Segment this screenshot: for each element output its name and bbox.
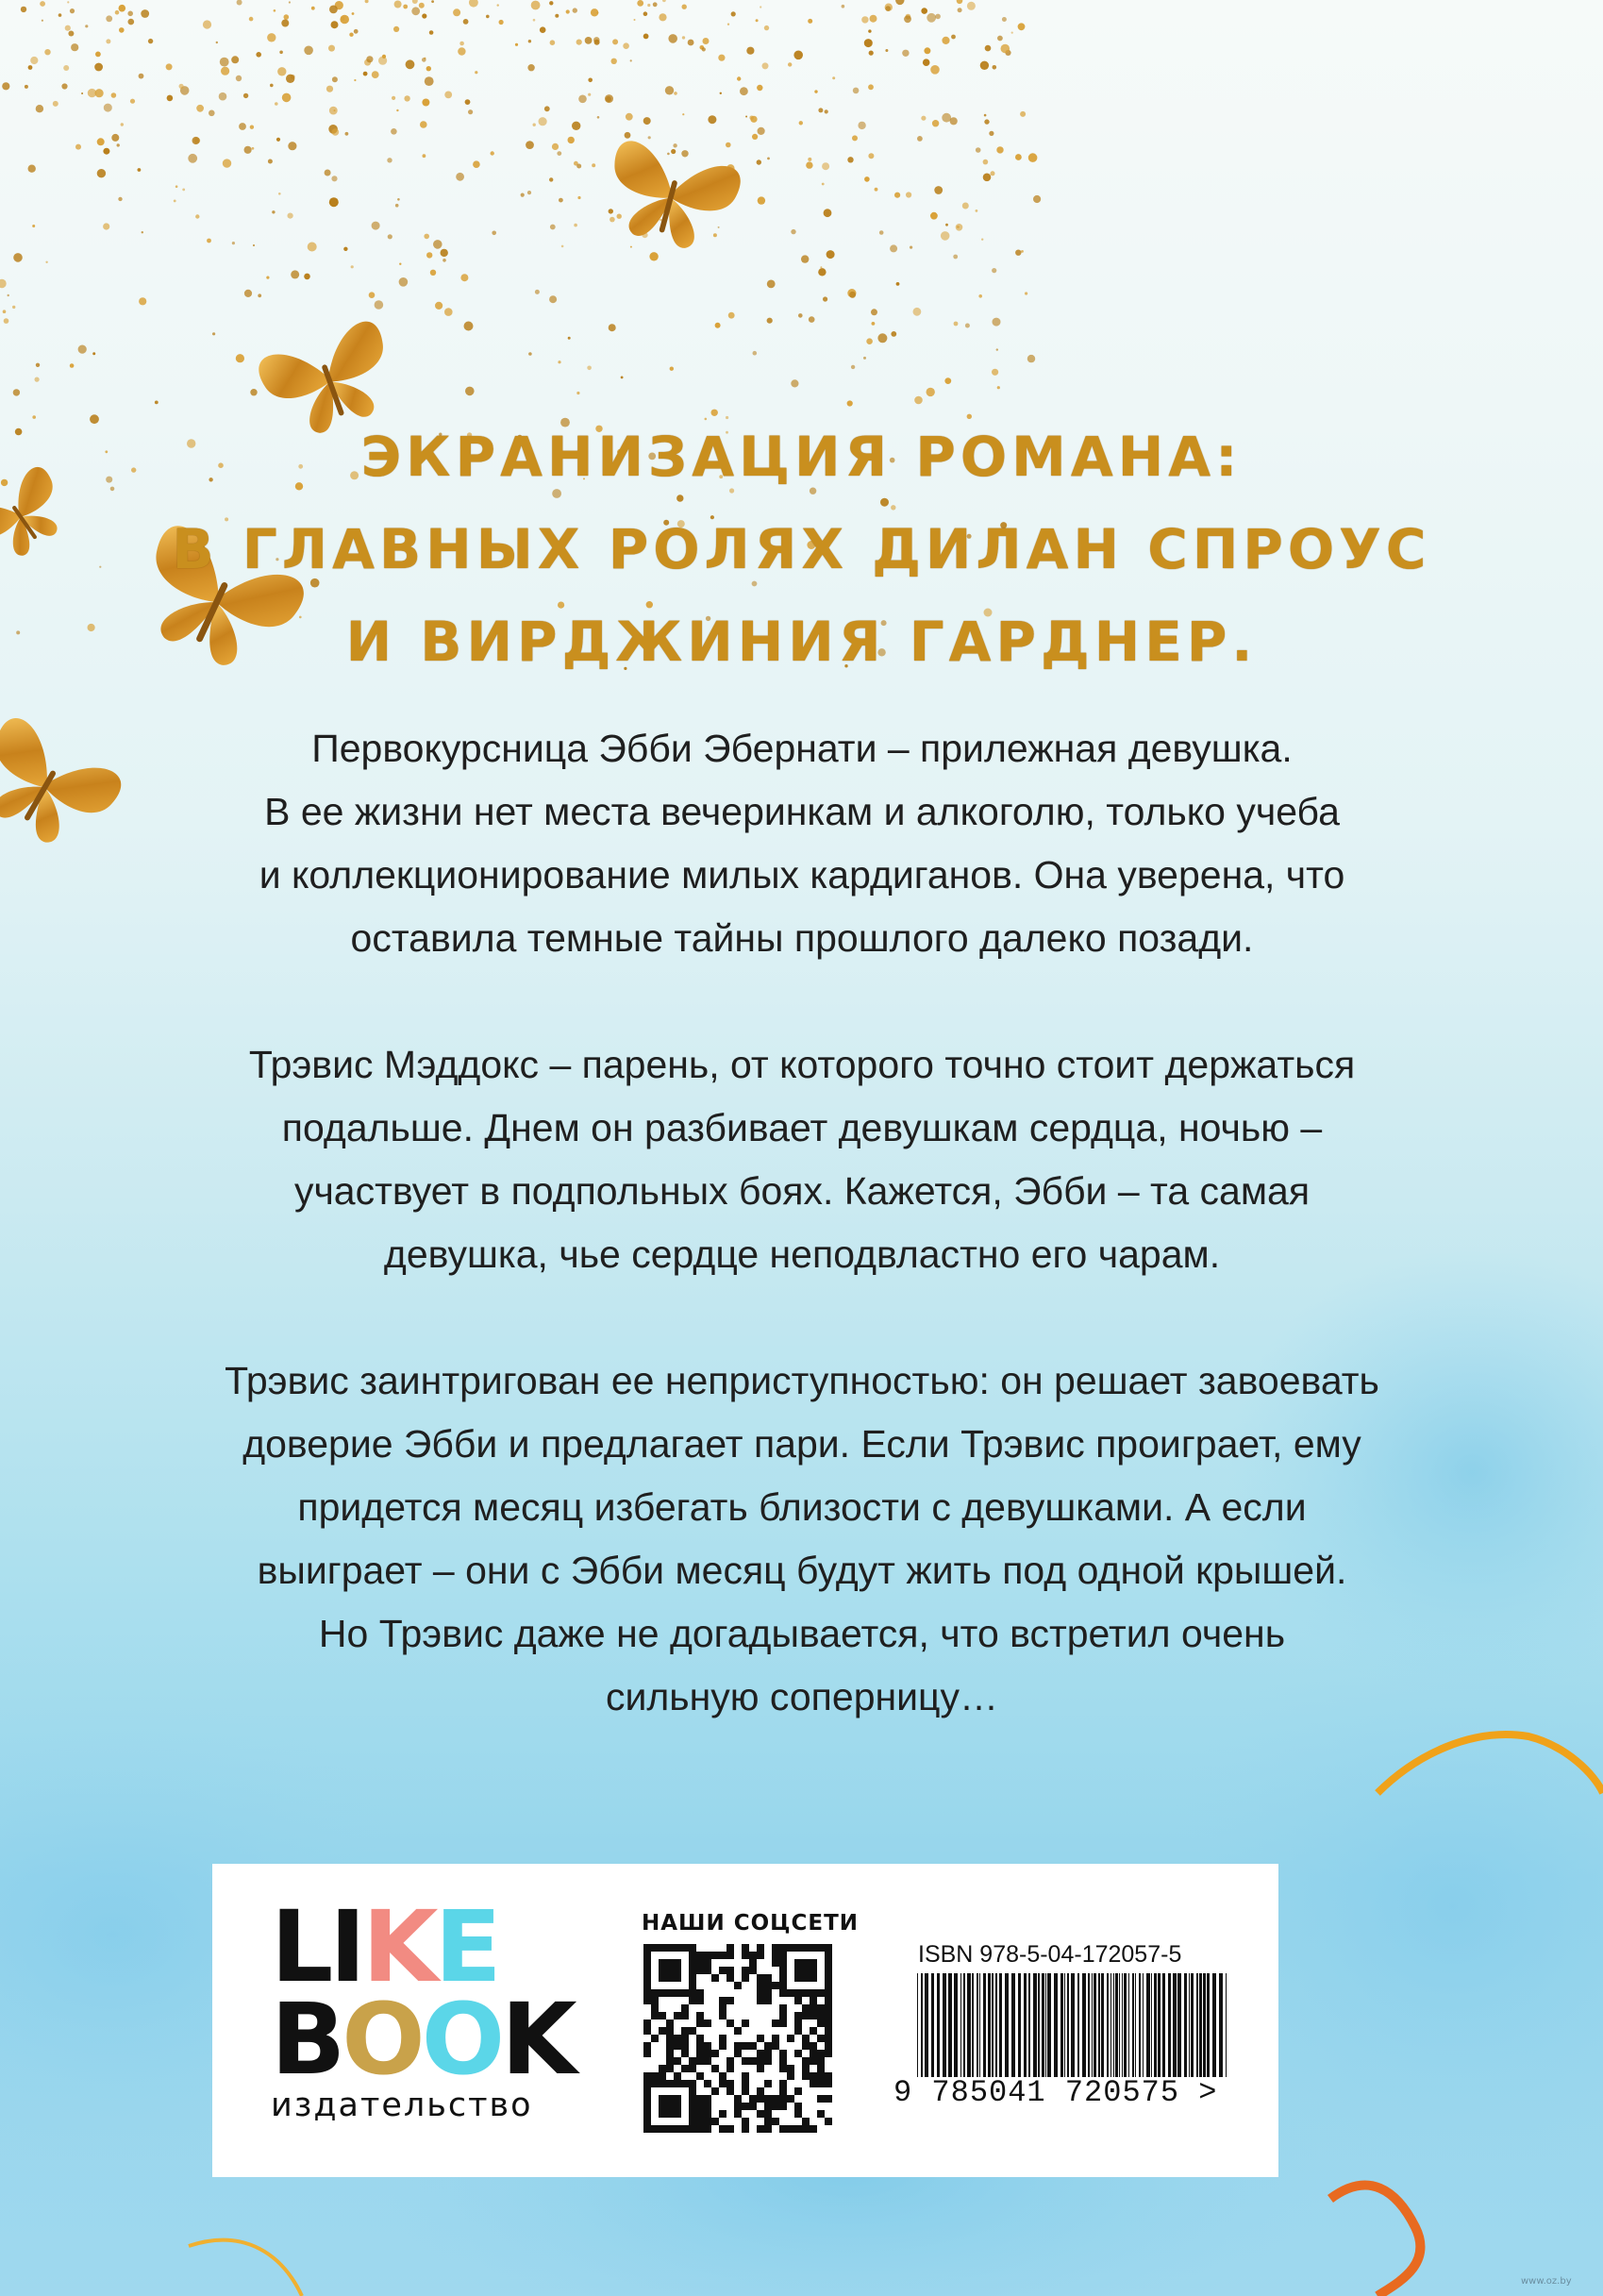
tagline-line-1: ЭКРАНИЗАЦИЯ РОМАНА: [360,425,1243,489]
logo-letter: E [434,1889,498,2004]
paragraph-1-line: Первокурсница Эбби Эбернати – прилежная девушка. [311,727,1293,770]
paragraph-3-line: Трэвис заинтригован ее неприступностью: он решает завоевать [225,1359,1379,1402]
paragraph-2-line: участвует в подпольных боях. Кажется, Эбби – та самая [293,1169,1311,1213]
paragraph-2 [66,1033,1538,1286]
qr-code-icon[interactable] [643,1944,832,2133]
paragraph-1-line: В ее жизни нет места вечеринкам и алкоголю, только учеба [264,790,1340,833]
tagline-line-3: И ВИРДЖИНИЯ ГАРДНЕР. [345,610,1258,674]
paragraph-3-line: придется месяц избегать близости с девушками. А если [297,1485,1307,1529]
logo-letter: B [271,1982,342,2097]
barcode-digits: 9 785041 720575 > [893,2075,1218,2110]
logo-letter: L [271,1889,330,2004]
logo-letter: K [501,1982,574,2097]
paragraph-1 [66,717,1538,970]
logo-letter: O [342,1982,422,2097]
logo-letter: O [421,1982,502,2097]
paragraph-2-line: девушка, чье сердце неподвластно его чарам. [383,1232,1221,1276]
paragraph-3-line: сильную соперницу… [605,1675,999,1718]
publisher-subtitle: издательство [271,2087,533,2124]
logo-letter: K [361,1889,435,2004]
paragraph-3 [66,1349,1538,1729]
paragraph-1-line: и коллекционирование милых кардиганов. Она уверена, что [259,853,1345,897]
paragraph-2-line: Трэвис Мэддокс – парень, от которого точно стоит держаться [248,1043,1356,1086]
paragraph-2-line: подальше. Днем он разбивает девушкам сердца, ночью – [281,1106,1323,1149]
paragraph-3-line: Но Трэвис даже не догадывается, что встретил очень [318,1612,1286,1655]
isbn-label: ISBN 978-5-04-172057-5 [918,1941,1182,1968]
social-label: НАШИ СОЦСЕТИ [642,1911,860,1936]
paragraph-3-line: выиграет – они с Эбби месяц будут жить под одной крышей. [257,1549,1347,1592]
tagline-line-2: В ГЛАВНЫХ РОЛЯХ ДИЛАН СПРОУС [172,517,1431,581]
barcode-icon [915,1973,1231,2077]
paragraph-1-line: оставила темные тайны прошлого далеко позади. [350,916,1254,960]
watermark: www.oz.by [1521,2276,1572,2287]
paragraph-3-line: доверие Эбби и предлагает пари. Если Трэвис проиграет, ему [242,1422,1361,1466]
info-panel [212,1864,1278,2177]
logo-letter: I [329,1889,362,2004]
publisher-logo-row-2 [271,1982,574,2097]
